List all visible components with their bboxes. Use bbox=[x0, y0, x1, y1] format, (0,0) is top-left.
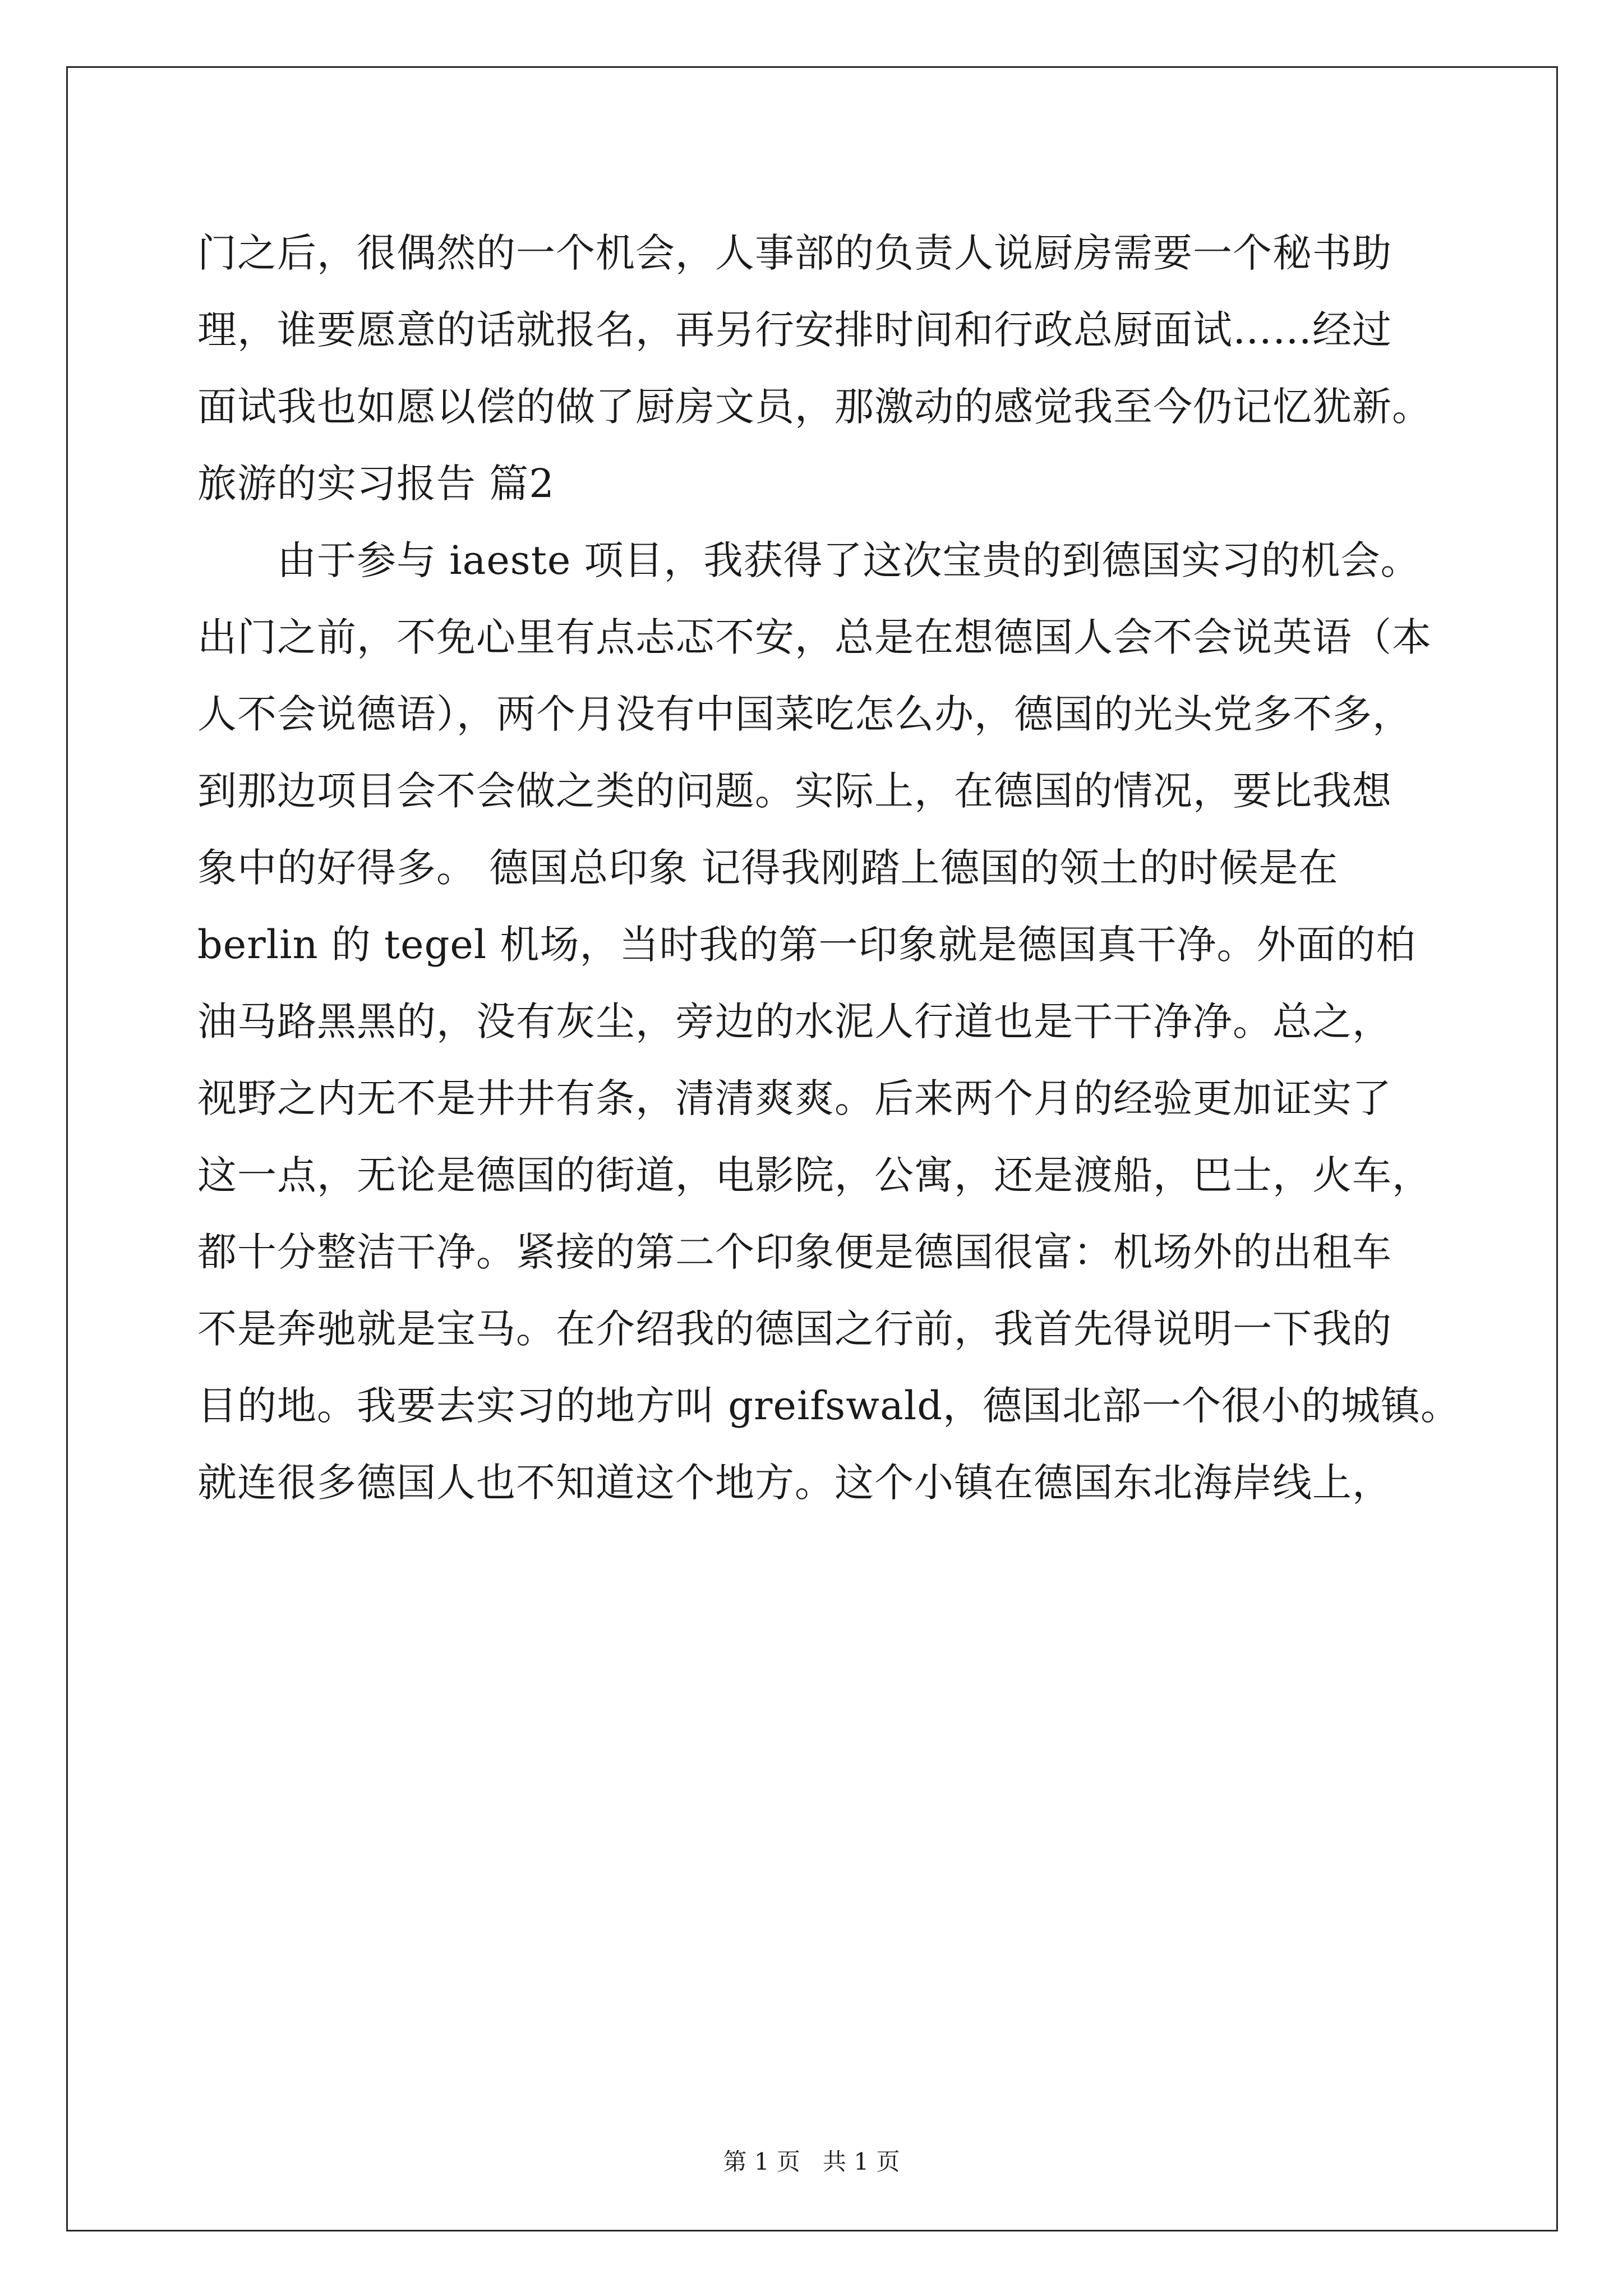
text-line: 视野之内无不是井井有条，清清爽爽。后来两个月的经验更加证实了 bbox=[197, 1075, 1392, 1121]
text-line: 目的地。我要去实习的地方叫 greifswald，德国北部一个很小的城镇。 bbox=[197, 1383, 1461, 1429]
text-line: 到那边项目会不会做之类的问题。实际上，在德国的情况，要比我想 bbox=[197, 768, 1392, 814]
text-line: 不是奔驰就是宝马。在介绍我的德国之行前，我首先得说明一下我的 bbox=[197, 1306, 1392, 1352]
text-line: 都十分整洁干净。紧接的第二个印象便是德国很富：机场外的出租车 bbox=[197, 1229, 1392, 1275]
section-heading: 旅游的实习报告 篇2 bbox=[197, 461, 555, 507]
text-line: 油马路黑黑的，没有灰尘，旁边的水泥人行道也是干干净净。总之， bbox=[197, 999, 1392, 1045]
text-line: 这一点，无论是德国的街道，电影院，公寓，还是渡船，巴士，火车， bbox=[197, 1152, 1432, 1198]
text-line: 出门之前，不免心里有点忐忑不安，总是在想德国人会不会说英语（本 bbox=[197, 614, 1432, 660]
text-line: 就连很多德国人也不知道这个地方。这个小镇在德国东北海岸线上， bbox=[197, 1460, 1392, 1506]
page-footer: 第 1 页 共 1 页 bbox=[723, 2148, 900, 2175]
text-line: berlin 的 tegel 机场，当时我的第一印象就是德国真干净。外面的柏 bbox=[197, 922, 1416, 968]
text-line: 人不会说德语），两个月没有中国菜吃怎么办，德国的光头党多不多， bbox=[197, 691, 1412, 737]
text-line: 理，谁要愿意的话就报名，再另行安排时间和行政总厨面试……经过 bbox=[197, 307, 1392, 353]
text-line: 由于参与 iaeste 项目，我获得了这次宝贵的到德国实习的机会。 bbox=[197, 537, 1421, 583]
text-line: 门之后，很偶然的一个机会，人事部的负责人说厨房需要一个秘书助 bbox=[197, 230, 1392, 276]
text-line: 面试我也如愿以偿的做了厨房文员，那激动的感觉我至今仍记忆犹新。 bbox=[197, 384, 1432, 430]
text-line: 象中的好得多。 德国总印象 记得我刚踏上德国的领土的时候是在 bbox=[197, 845, 1339, 891]
